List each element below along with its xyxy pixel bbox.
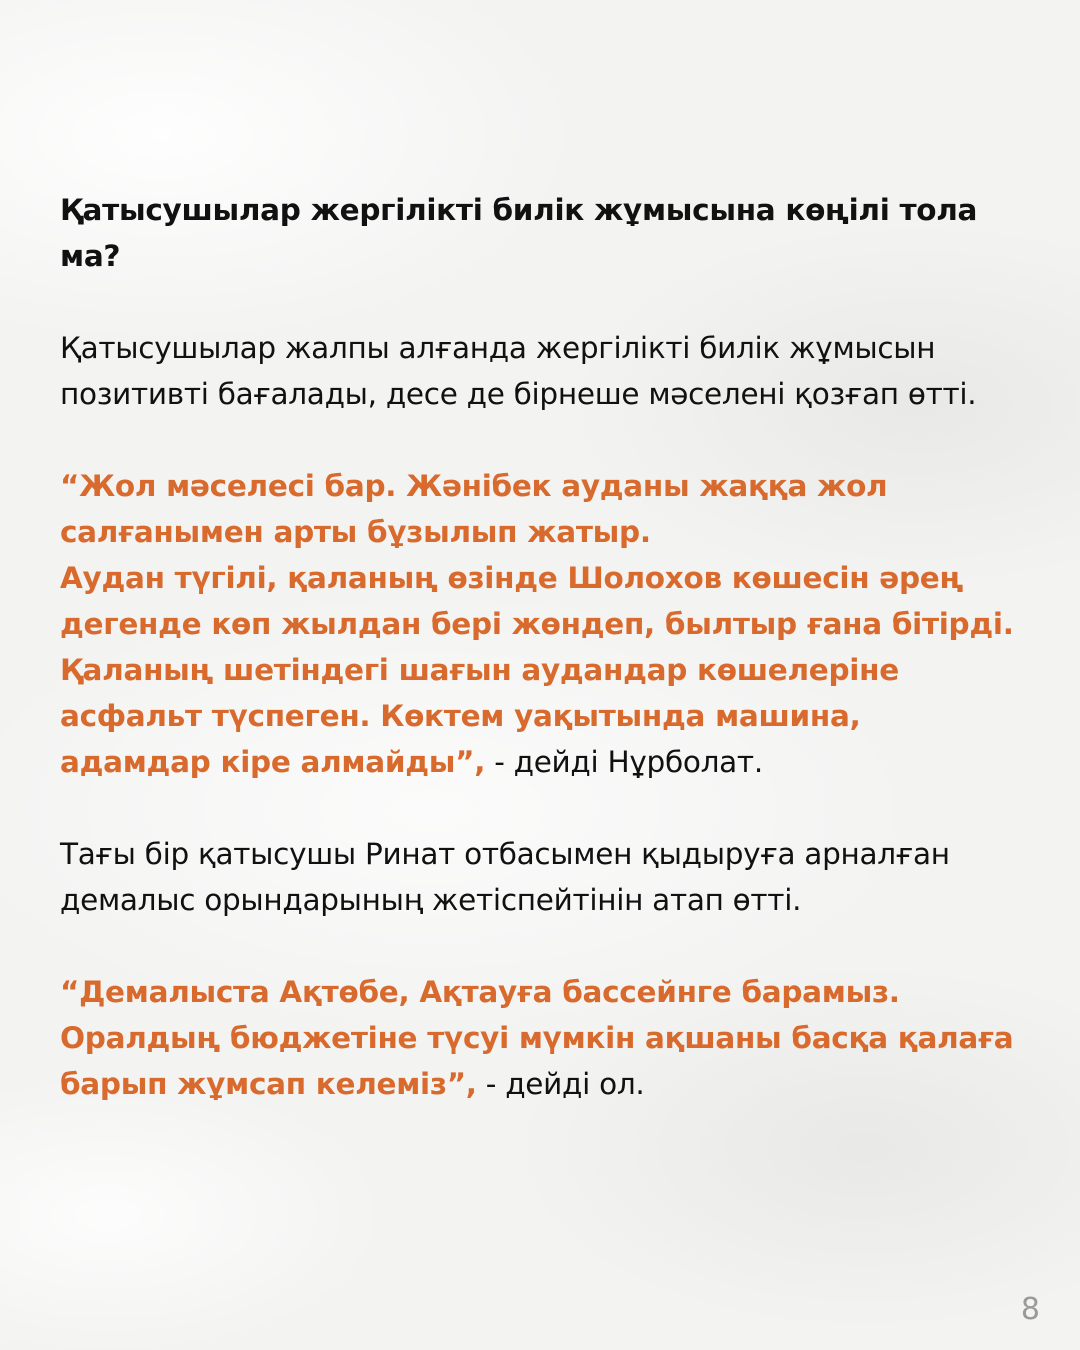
- quote-2-text: “Демалыста Ақтөбе, Ақтауға бассейнге барамыз. Оралдың бюджетіне түсуі мүмкін ақшаны басқа қалаға барып жұмсап келеміз”,: [60, 975, 1014, 1101]
- page-number: 8: [1020, 1292, 1040, 1327]
- quote-block-2: [60, 969, 1020, 1107]
- intro-paragraph: Қатысушылар жалпы алғанда жергілікті билік жұмысын позитивті бағалады, десе де бірнеше мәселені қозғап өтті.: [60, 331, 977, 411]
- quote-1-attribution: - дейді Нұрболат.: [494, 745, 763, 779]
- quote-1-first-line: “Жол мәселесі бар. Жәнібек ауданы жаққа жол салғанымен арты бұзылып жатыр.: [60, 469, 888, 549]
- quote-1-text: Аудан түгілі, қаланың өзінде Шолохов көшесін әрең дегенде көп жылдан бері жөндеп, былтыр ғана бітірді. Қаланың шетіндегі шағын аудандар көшелеріне асфальт түспеген. Көктем уақытында машина, адамдар кіре алмайды”,: [60, 561, 1014, 779]
- section-heading: Қатысушылар жергілікті билік жұмысына көңілі тола ма?: [60, 193, 978, 273]
- quote-2-attribution: - дейді ол.: [485, 1067, 645, 1101]
- quote-block-1: [60, 463, 1020, 785]
- second-paragraph: Тағы бір қатысушы Ринат отбасымен қыдыруға арналған демалыс орындарының жетіспейтінін атап өтті.: [60, 837, 950, 917]
- article-body: [60, 187, 1020, 1153]
